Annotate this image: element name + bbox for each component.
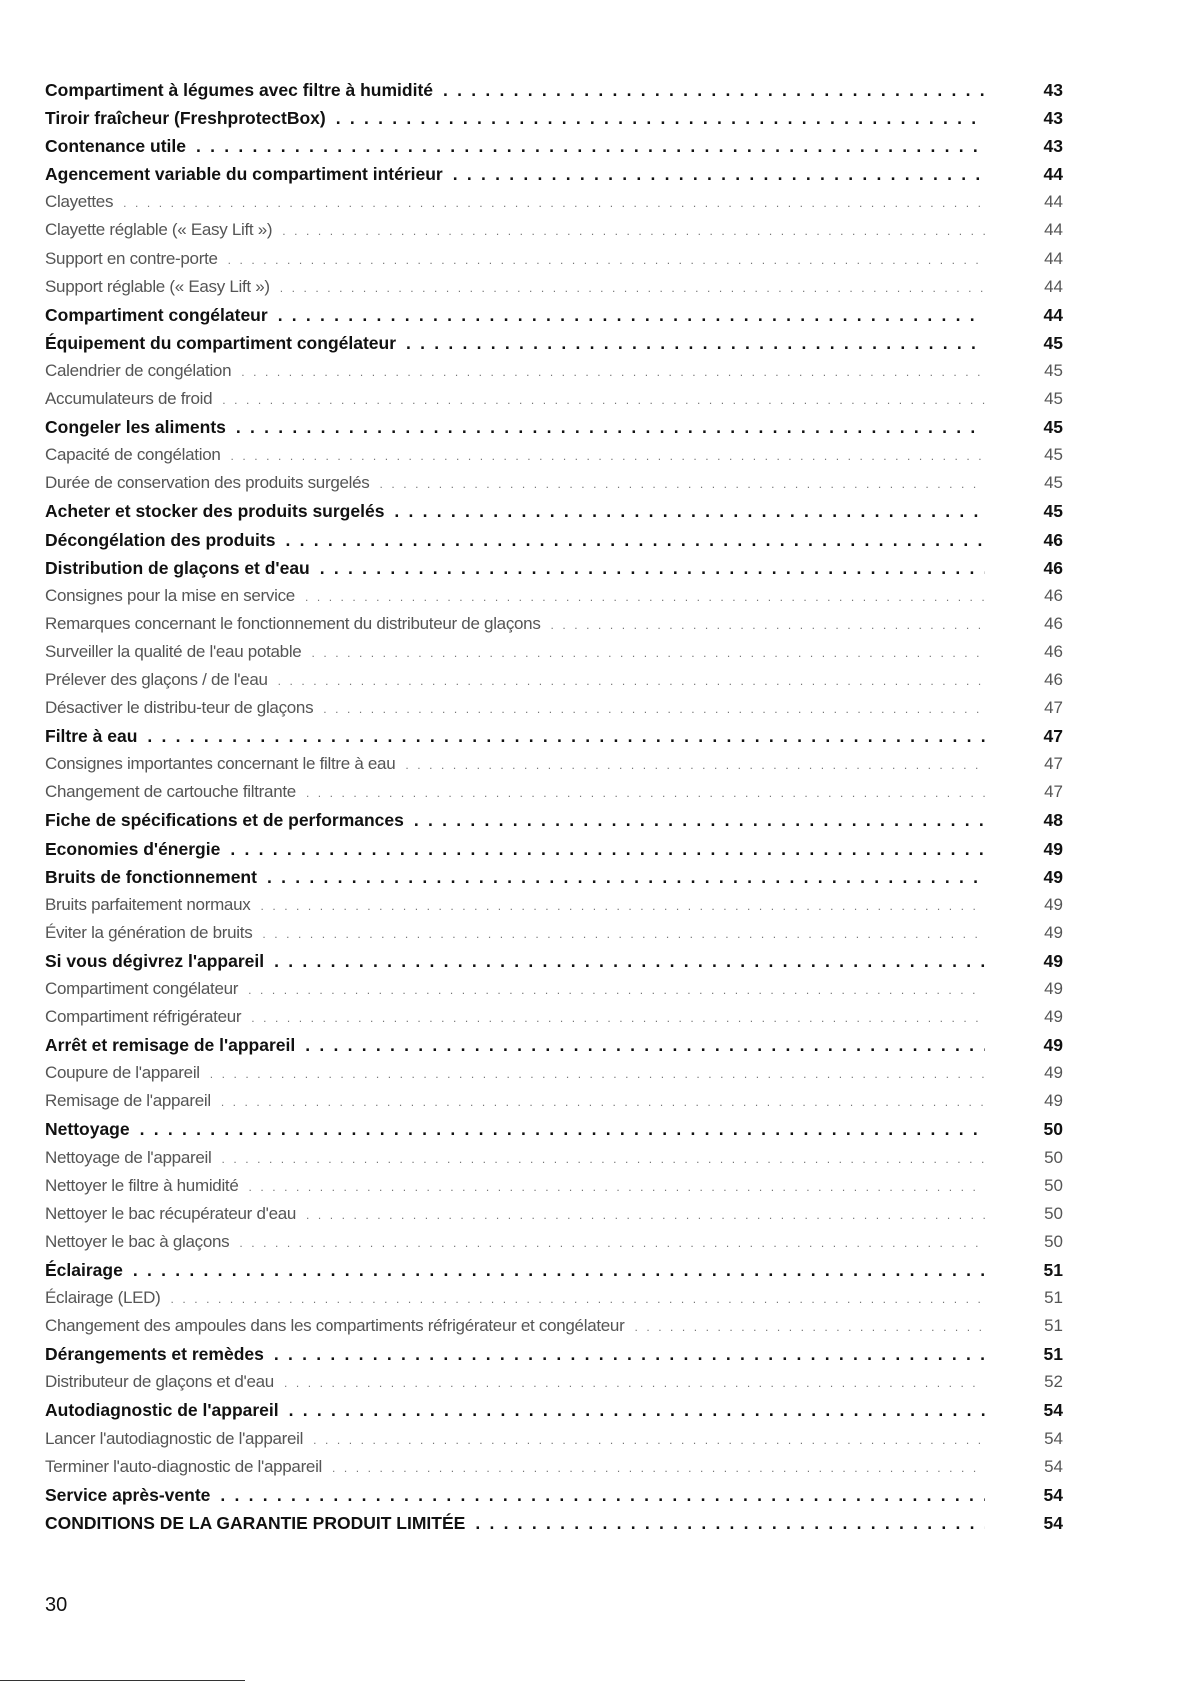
toc-subsection-entry[interactable]: [45, 1312, 1065, 1340]
toc-entry-page: 46: [1044, 641, 1063, 661]
toc-dot-leader: [379, 470, 985, 497]
toc-dot-leader: [221, 1145, 985, 1172]
toc-section-entry[interactable]: [45, 104, 1065, 132]
toc-entry-title: Si vous dégivrez l'appareil: [45, 947, 274, 975]
toc-entry-page: 44: [1043, 164, 1063, 185]
toc-section-entry[interactable]: [45, 863, 1065, 891]
toc-entry-title: Nettoyer le filtre à humidité: [45, 1172, 249, 1200]
toc-dot-leader: [220, 1481, 985, 1509]
toc-entry-page: 50: [1044, 1231, 1063, 1251]
toc-section-entry[interactable]: [45, 1256, 1065, 1284]
toc-entry-page: 54: [1044, 1456, 1063, 1476]
toc-subsection-entry[interactable]: [45, 610, 1065, 638]
toc-section-entry[interactable]: [45, 329, 1065, 357]
toc-entry-page: 54: [1043, 1484, 1063, 1505]
toc-entry-title: Bruits parfaitement normaux: [45, 891, 260, 919]
toc-entry-title: Support réglable (« Easy Lift »): [45, 273, 280, 301]
toc-entry-title: Compartiment à légumes avec filtre à humidité: [45, 76, 443, 104]
toc-entry-title: Éviter la génération de bruits: [45, 919, 262, 947]
toc-dot-leader: [274, 947, 985, 975]
toc-entry-title: Compartiment congélateur: [45, 975, 248, 1003]
toc-entry-title: Prélever des glaçons / de l'eau: [45, 666, 278, 694]
toc-entry-title: Changement des ampoules dans les compartiments réfrigérateur et congélateur: [45, 1312, 634, 1340]
toc-dot-leader: [248, 976, 985, 1003]
toc-entry-page: 45: [1043, 332, 1063, 353]
toc-section-entry[interactable]: [45, 526, 1065, 554]
toc-entry-title: Support en contre-porte: [45, 245, 228, 273]
toc-entry-page: 45: [1044, 445, 1063, 465]
toc-entry-title: Équipement du compartiment congélateur: [45, 329, 406, 357]
toc-dot-leader: [251, 1004, 985, 1031]
toc-subsection-entry[interactable]: [45, 357, 1065, 385]
toc-subsection-entry[interactable]: [45, 1284, 1065, 1312]
toc-dot-leader: [394, 497, 985, 525]
toc-entry-page: 54: [1044, 1428, 1063, 1448]
toc-subsection-entry[interactable]: [45, 1087, 1065, 1115]
toc-entry-title: Distribution de glaçons et d'eau: [45, 554, 320, 582]
toc-dot-leader: [133, 1256, 985, 1284]
toc-entry-page: 43: [1043, 80, 1063, 100]
toc-dot-leader: [171, 1285, 986, 1312]
toc-entry-page: 51: [1044, 1316, 1063, 1336]
toc-entry-title: Arrêt et remisage de l'appareil: [45, 1031, 305, 1059]
toc-dot-leader: [210, 1060, 985, 1087]
toc-entry-title: Tiroir fraîcheur (FreshprotectBox): [45, 104, 336, 132]
toc-dot-leader: [634, 1313, 985, 1340]
toc-entry-title: Éclairage: [45, 1256, 133, 1284]
toc-entry-title: Remarques concernant le fonctionnement du distributeur de glaçons: [45, 610, 551, 638]
toc-section-entry[interactable]: [45, 1031, 1065, 1059]
toc-entry-title: Consignes pour la mise en service: [45, 582, 305, 610]
toc-dot-leader: [453, 160, 985, 188]
toc-entry-title: Lancer l'autodiagnostic de l'appareil: [45, 1425, 313, 1453]
toc-entry-page: 49: [1043, 838, 1063, 859]
toc-entry-page: 46: [1043, 557, 1063, 578]
toc-entry-page: 46: [1044, 585, 1063, 605]
toc-entry-page: 47: [1044, 754, 1063, 774]
toc-dot-leader: [285, 526, 985, 554]
toc-dot-leader: [140, 1115, 985, 1143]
toc-entry-title: Clayette réglable (« Easy Lift »): [45, 216, 282, 244]
toc-subsection-entry[interactable]: [45, 666, 1065, 694]
toc-entry-page: 54: [1043, 1400, 1063, 1421]
toc-entry-page: 50: [1044, 1203, 1063, 1223]
toc-dot-leader: [278, 301, 985, 329]
toc-entry-title: Compartiment réfrigérateur: [45, 1003, 251, 1031]
toc-section-entry[interactable]: [45, 413, 1065, 441]
toc-entry-title: Bruits de fonctionnement: [45, 863, 267, 891]
toc-dot-leader: [236, 413, 985, 441]
toc-dot-leader: [551, 611, 985, 638]
toc-section-entry[interactable]: [45, 554, 1065, 582]
toc-entry-page: 45: [1044, 360, 1063, 380]
toc-section-entry[interactable]: [45, 160, 1065, 188]
toc-entry-page: 49: [1044, 1007, 1063, 1027]
toc-entry-page: 49: [1044, 1063, 1063, 1083]
toc-entry-title: Terminer l'auto-diagnostic de l'appareil: [45, 1453, 332, 1481]
toc-dot-leader: [305, 1031, 985, 1059]
toc-entry-page: 48: [1043, 810, 1063, 831]
toc-section-entry[interactable]: [45, 1340, 1065, 1368]
toc-section-entry[interactable]: [45, 76, 1065, 104]
toc-entry-page: 43: [1043, 136, 1063, 157]
toc-subsection-entry[interactable]: [45, 1003, 1065, 1031]
toc-section-entry[interactable]: [45, 1509, 1065, 1537]
toc-subsection-entry[interactable]: [45, 1425, 1065, 1453]
toc-entry-title: Accumulateurs de froid: [45, 385, 222, 413]
toc-dot-leader: [147, 722, 985, 750]
footer-divider: [0, 1680, 245, 1681]
toc-entry-title: Nettoyer le bac récupérateur d'eau: [45, 1200, 306, 1228]
toc-entry-title: Durée de conservation des produits surgelés: [45, 469, 379, 497]
toc-dot-leader: [228, 246, 985, 273]
toc-dot-leader: [414, 806, 985, 834]
toc-dot-leader: [241, 358, 985, 385]
toc-subsection-entry[interactable]: [45, 1453, 1065, 1481]
toc-dot-leader: [306, 779, 985, 806]
toc-entry-page: 45: [1044, 473, 1063, 493]
toc-subsection-entry[interactable]: [45, 385, 1065, 413]
toc-entry-page: 46: [1044, 669, 1063, 689]
toc-entry-title: Compartiment congélateur: [45, 301, 278, 329]
toc-dot-leader: [222, 386, 985, 413]
toc-entry-title: Congeler les aliments: [45, 413, 236, 441]
toc-dot-leader: [306, 1201, 985, 1228]
toc-entry-page: 49: [1044, 922, 1063, 942]
table-of-contents: [45, 76, 1065, 1537]
toc-dot-leader: [239, 1229, 985, 1256]
toc-section-entry[interactable]: [45, 497, 1065, 525]
toc-subsection-entry[interactable]: [45, 1172, 1065, 1200]
toc-entry-title: Calendrier de congélation: [45, 357, 241, 385]
toc-subsection-entry[interactable]: [45, 216, 1065, 244]
toc-section-entry[interactable]: [45, 132, 1065, 160]
toc-dot-leader: [289, 1396, 985, 1424]
toc-dot-leader: [443, 76, 985, 104]
toc-dot-leader: [475, 1509, 985, 1537]
toc-dot-leader: [278, 667, 985, 694]
toc-entry-page: 49: [1043, 950, 1063, 971]
toc-subsection-entry[interactable]: [45, 750, 1065, 778]
toc-dot-leader: [196, 132, 985, 160]
toc-dot-leader: [231, 442, 985, 469]
toc-entry-title: CONDITIONS DE LA GARANTIE PRODUIT LIMITÉE: [45, 1509, 475, 1537]
toc-entry-page: 46: [1044, 613, 1063, 633]
toc-dot-leader: [260, 892, 985, 919]
toc-dot-leader: [336, 104, 985, 132]
toc-subsection-entry[interactable]: [45, 273, 1065, 301]
toc-dot-leader: [249, 1173, 986, 1200]
toc-entry-page: 44: [1044, 220, 1063, 240]
toc-entry-page: 44: [1044, 248, 1063, 268]
toc-entry-page: 50: [1043, 1119, 1063, 1140]
page-number: 30: [45, 1594, 68, 1616]
toc-subsection-entry[interactable]: [45, 469, 1065, 497]
toc-subsection-entry[interactable]: [45, 638, 1065, 666]
toc-entry-page: 54: [1043, 1512, 1063, 1533]
toc-dot-leader: [405, 751, 985, 778]
toc-dot-leader: [284, 1369, 985, 1396]
toc-subsection-entry[interactable]: [45, 1144, 1065, 1172]
toc-dot-leader: [311, 639, 985, 666]
toc-subsection-entry[interactable]: [45, 1059, 1065, 1087]
toc-entry-title: Nettoyage de l'appareil: [45, 1144, 221, 1172]
toc-entry-page: 49: [1044, 1091, 1063, 1111]
toc-subsection-entry[interactable]: [45, 582, 1065, 610]
toc-dot-leader: [280, 274, 985, 301]
toc-entry-page: 44: [1044, 276, 1063, 296]
toc-entry-page: 51: [1044, 1288, 1063, 1308]
toc-entry-title: Filtre à eau: [45, 722, 147, 750]
toc-section-entry[interactable]: [45, 301, 1065, 329]
toc-entry-page: 45: [1044, 389, 1063, 409]
toc-entry-page: 45: [1043, 501, 1063, 522]
toc-entry-title: Coupure de l'appareil: [45, 1059, 210, 1087]
toc-subsection-entry[interactable]: [45, 975, 1065, 1003]
toc-dot-leader: [267, 863, 985, 891]
toc-dot-leader: [313, 1426, 985, 1453]
toc-entry-title: Clayettes: [45, 188, 123, 216]
toc-subsection-entry[interactable]: [45, 919, 1065, 947]
toc-entry-title: Distributeur de glaçons et d'eau: [45, 1368, 284, 1396]
toc-entry-page: 47: [1043, 726, 1063, 747]
toc-entry-page: 46: [1043, 529, 1063, 550]
toc-section-entry[interactable]: [45, 1481, 1065, 1509]
toc-entry-title: Changement de cartouche filtrante: [45, 778, 306, 806]
toc-section-entry[interactable]: [45, 835, 1065, 863]
toc-entry-title: Surveiller la qualité de l'eau potable: [45, 638, 311, 666]
toc-dot-leader: [262, 920, 985, 947]
toc-entry-title: Dérangements et remèdes: [45, 1340, 274, 1368]
toc-entry-title: Nettoyer le bac à glaçons: [45, 1228, 239, 1256]
toc-entry-page: 51: [1043, 1259, 1063, 1280]
toc-section-entry[interactable]: [45, 806, 1065, 834]
toc-entry-page: 49: [1043, 1035, 1063, 1056]
toc-entry-page: 45: [1043, 417, 1063, 438]
toc-dot-leader: [230, 835, 985, 863]
toc-subsection-entry[interactable]: [45, 1368, 1065, 1396]
toc-dot-leader: [274, 1340, 985, 1368]
toc-section-entry[interactable]: [45, 947, 1065, 975]
toc-entry-title: Economies d'énergie: [45, 835, 230, 863]
toc-section-entry[interactable]: [45, 722, 1065, 750]
toc-entry-page: 44: [1043, 304, 1063, 325]
toc-section-entry[interactable]: [45, 1115, 1065, 1143]
toc-dot-leader: [305, 583, 985, 610]
toc-subsection-entry[interactable]: [45, 1200, 1065, 1228]
toc-section-entry[interactable]: [45, 1396, 1065, 1424]
toc-subsection-entry[interactable]: [45, 441, 1065, 469]
toc-dot-leader: [320, 554, 985, 582]
toc-subsection-entry[interactable]: [45, 694, 1065, 722]
toc-entry-title: Service après-vente: [45, 1481, 220, 1509]
toc-entry-title: Consignes importantes concernant le filtre à eau: [45, 750, 405, 778]
toc-entry-page: 50: [1044, 1175, 1063, 1195]
toc-entry-title: Remisage de l'appareil: [45, 1087, 221, 1115]
toc-subsection-entry[interactable]: [45, 245, 1065, 273]
toc-entry-page: 44: [1044, 192, 1063, 212]
toc-entry-title: Fiche de spécifications et de performances: [45, 806, 414, 834]
toc-entry-page: 49: [1044, 979, 1063, 998]
toc-entry-title: Capacité de congélation: [45, 441, 231, 469]
toc-dot-leader: [123, 189, 985, 216]
toc-dot-leader: [406, 329, 985, 357]
toc-entry-title: Autodiagnostic de l'appareil: [45, 1396, 289, 1424]
toc-entry-page: 51: [1043, 1344, 1063, 1365]
toc-entry-page: 52: [1044, 1372, 1063, 1392]
toc-entry-title: Éclairage (LED): [45, 1284, 171, 1312]
toc-entry-title: Nettoyage: [45, 1115, 140, 1143]
toc-entry-title: Acheter et stocker des produits surgelés: [45, 497, 394, 525]
toc-subsection-entry[interactable]: [45, 778, 1065, 806]
toc-entry-title: Désactiver le distribu-teur de glaçons: [45, 694, 323, 722]
toc-entry-title: Contenance utile: [45, 132, 196, 160]
toc-dot-leader: [332, 1454, 985, 1481]
toc-entry-page: 49: [1044, 894, 1063, 914]
toc-dot-leader: [221, 1088, 985, 1115]
toc-entry-page: 50: [1044, 1147, 1063, 1167]
toc-subsection-entry[interactable]: [45, 1228, 1065, 1256]
toc-entry-title: Décongélation des produits: [45, 526, 285, 554]
toc-entry-title: Agencement variable du compartiment intérieur: [45, 160, 453, 188]
toc-entry-page: 47: [1044, 782, 1063, 802]
toc-subsection-entry[interactable]: [45, 188, 1065, 216]
toc-entry-page: 49: [1043, 866, 1063, 887]
toc-entry-page: 43: [1043, 108, 1063, 129]
toc-subsection-entry[interactable]: [45, 891, 1065, 919]
toc-entry-page: 47: [1044, 698, 1063, 718]
toc-dot-leader: [282, 217, 985, 244]
toc-dot-leader: [323, 695, 985, 722]
